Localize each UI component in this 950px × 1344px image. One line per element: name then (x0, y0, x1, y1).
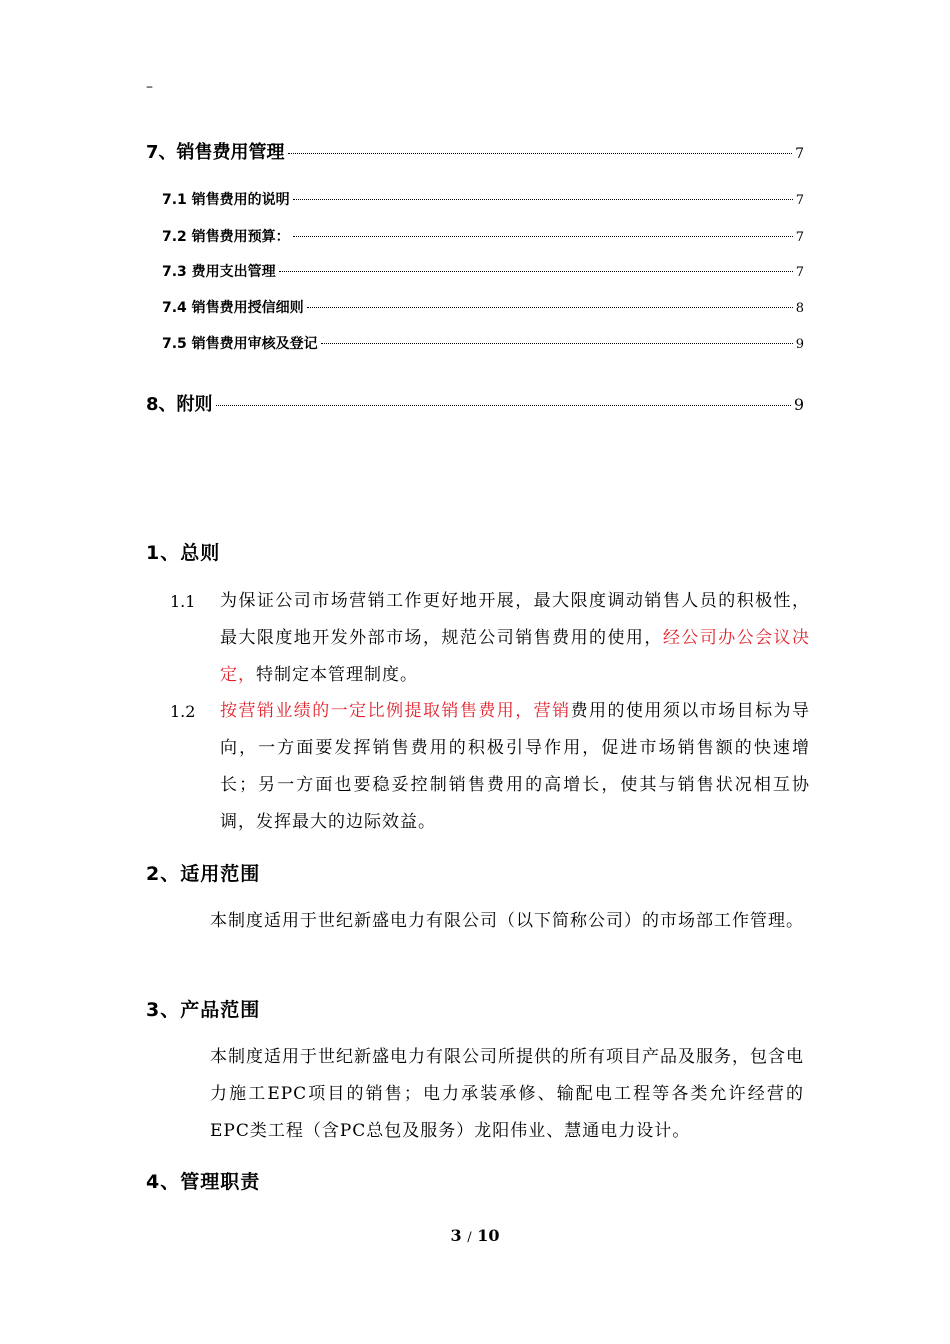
section-heading-responsibilities: 4、管理职责 (146, 1171, 261, 1193)
section-heading-general: 1、总则 (146, 542, 221, 564)
total-pages: 10 (477, 1226, 500, 1245)
section-heading-products: 3、产品范围 (146, 999, 261, 1021)
toc-entry-7-2[interactable] (162, 226, 804, 246)
top-mark: – (146, 79, 153, 95)
toc-leader (307, 307, 793, 308)
section-heading-scope: 2、适用范围 (146, 863, 261, 885)
highlight-text: 经公司办公会议决定， (220, 628, 811, 685)
toc-page-number: 8 (795, 301, 804, 316)
toc-entry-8[interactable] (146, 390, 804, 416)
toc-label: 7.3 费用支出管理 (162, 264, 276, 280)
scope-text: 本制度适用于世纪新盛电力有限公司（以下简称公司）的市场部工作管理。 (210, 911, 804, 931)
toc-page-number: 7 (795, 146, 804, 162)
page-number-footer (0, 1226, 950, 1245)
toc-entry-7-4[interactable] (162, 297, 804, 317)
toc-entry-7[interactable] (146, 138, 804, 164)
toc-entry-7-5[interactable] (162, 333, 804, 353)
clause-1-2 (170, 693, 810, 841)
toc-leader (293, 199, 793, 200)
toc-label: 7.4 销售费用授信细则 (162, 300, 304, 316)
toc-page-number: 7 (795, 193, 804, 208)
clause-1-1 (170, 583, 810, 694)
toc-leader (293, 236, 793, 237)
toc-leader (321, 343, 793, 344)
clause-text: 为保证公司市场营销工作更好地开展，最大限度调动销售人员的积极性，最大限度地开发外部市场，规范公司销售费用的使用，经公司办公会议决定，特制定本管理制度。 (220, 591, 811, 685)
toc-page-number: 7 (795, 265, 804, 280)
toc-leader (288, 153, 793, 154)
toc-label: 8、附则 (146, 394, 213, 415)
clause-text: 按营销业绩的一定比例提取销售费用，营销费用的使用须以市场目标为导向，一方面要发挥销售费用的积极引导作用，促进市场销售额的快速增长；另一方面也要稳妥控制销售费用的高增长，使其与销售状况相互协调，发挥最大的边际效益。 (220, 701, 811, 832)
products-text: 本制度适用于世纪新盛电力有限公司所提供的所有项目产品及服务，包含电力施工EPC项目的销售；电力承装承修、输配电工程等各类允许经营的EPC类工程（含PC总包及服务）龙阳伟业、慧通电力设计。 (210, 1047, 804, 1141)
toc-leader (279, 271, 793, 272)
toc-page-number: 9 (795, 337, 804, 352)
clause-number: 1.1 (170, 592, 196, 611)
toc-leader (216, 405, 791, 406)
toc-label: 7.1 销售费用的说明 (162, 192, 290, 208)
page-separator: / (467, 1230, 472, 1245)
toc-page-number: 7 (795, 230, 804, 245)
toc-label: 7.5 销售费用审核及登记 (162, 336, 318, 352)
highlight-text: 按营销业绩的一定比例提取销售费用，营销 (220, 701, 571, 721)
clause-number: 1.2 (170, 702, 196, 721)
toc-entry-7-1[interactable] (162, 189, 804, 209)
toc-label: 7、销售费用管理 (146, 142, 285, 163)
current-page: 3 (450, 1226, 462, 1245)
toc-page-number: 9 (793, 395, 804, 414)
toc-label: 7.2 销售费用预算： (162, 229, 290, 245)
toc-entry-7-3[interactable] (162, 261, 804, 281)
